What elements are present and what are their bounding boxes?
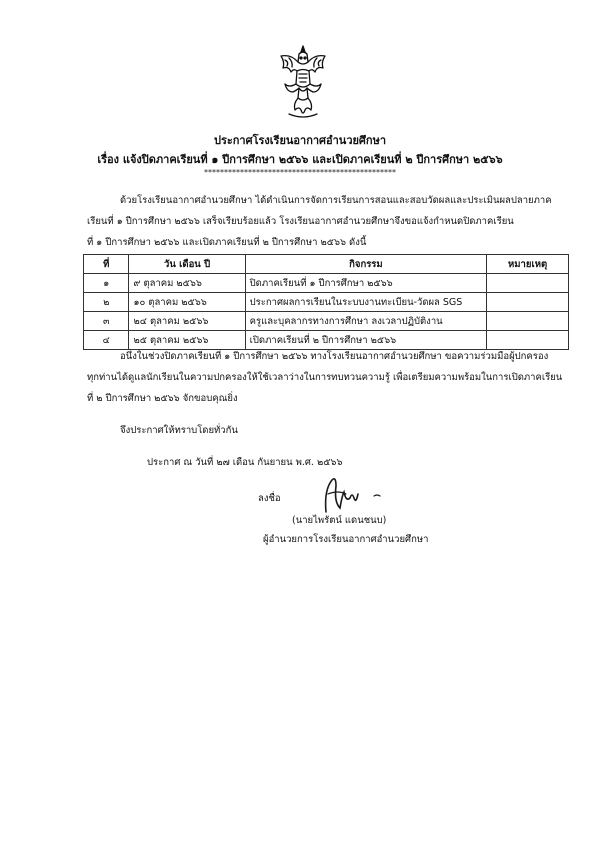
signer-name: (นายไพรัตน์ แดนชนบ) bbox=[292, 515, 387, 526]
table-row bbox=[84, 293, 569, 312]
garuda-emblem-icon bbox=[277, 44, 329, 122]
row-date: ๑๐ ตุลาคม ๒๕๖๖ bbox=[129, 293, 245, 312]
row-no: ๒ bbox=[84, 293, 129, 312]
body-line-1: อนึ่งในช่วงปิดภาคเรียนที่ ๑ ปีการศึกษา ๒๕๖๖ ทางโรงเรียนอากาศอำนวยศึกษา ขอความร่วมมือผู้ปกครอง bbox=[120, 351, 549, 362]
row-date: ๒๕ ตุลาคม ๒๕๖๖ bbox=[129, 331, 245, 350]
row-activity: ครูและบุคลากรทางการศึกษา ลงเวลาปฏิบัติงาน bbox=[245, 312, 486, 331]
schedule-table bbox=[83, 254, 569, 350]
intro-line-3: ที่ ๑ ปีการศึกษา ๒๕๖๖ และเปิดภาคเรียนที่ ๒ ปีการศึกษา ๒๕๖๖ ดังนี้ bbox=[87, 237, 367, 248]
signature-label: ลงชื่อ bbox=[258, 493, 281, 504]
table-row bbox=[84, 312, 569, 331]
closing-text: จึงประกาศให้ทราบโดยทั่วกัน bbox=[120, 425, 238, 436]
divider-line: ************************************************ bbox=[204, 168, 396, 177]
signer-position: ผู้อำนวยการโรงเรียนอากาศอำนวยศึกษา bbox=[263, 534, 429, 545]
header-activity: กิจกรรม bbox=[245, 255, 486, 274]
body-line-3: ที่ ๒ ปีการศึกษา ๒๕๖๖ จักขอบคุณยิ่ง bbox=[87, 393, 238, 404]
row-activity: เปิดภาคเรียนที่ ๒ ปีการศึกษา ๒๕๖๖ bbox=[245, 331, 486, 350]
row-date: ๒๔ ตุลาคม ๒๕๖๖ bbox=[129, 312, 245, 331]
header-remark: หมายเหตุ bbox=[487, 255, 569, 274]
body-line-2: ทุกท่านได้ดูแลนักเรียนในความปกครองให้ใช้เวลาว่างในการทบทวนความรู้ เพื่อเตรียมความพร้อมในการเปิดภาคเรียน bbox=[87, 372, 563, 383]
handwritten-signature bbox=[306, 472, 396, 516]
table-header-row bbox=[84, 255, 569, 274]
row-remark bbox=[487, 293, 569, 312]
row-remark bbox=[487, 274, 569, 293]
row-no: ๑ bbox=[84, 274, 129, 293]
announcement-title: ประกาศโรงเรียนอากาศอำนวยศึกษา bbox=[213, 134, 387, 147]
announcement-subject: เรื่อง แจ้งปิดภาคเรียนที่ ๑ ปีการศึกษา ๒๕๖๖ และเปิดภาคเรียนที่ ๒ ปีการศึกษา ๒๕๖๖ bbox=[97, 153, 503, 166]
header-no: ที่ bbox=[84, 255, 129, 274]
row-no: ๔ bbox=[84, 331, 129, 350]
table-row bbox=[84, 274, 569, 293]
row-no: ๓ bbox=[84, 312, 129, 331]
row-activity: ประกาศผลการเรียนในระบบงานทะเบียน-วัดผล SGS bbox=[245, 293, 486, 312]
row-remark bbox=[487, 312, 569, 331]
row-date: ๙ ตุลาคม ๒๕๖๖ bbox=[129, 274, 245, 293]
intro-line-2: เรียนที่ ๑ ปีการศึกษา ๒๕๖๖ เสร็จเรียบร้อยแล้ว โรงเรียนอากาศอำนวยศึกษาจึงขอแจ้งกำหนดปิดภาคเรียน bbox=[87, 216, 514, 227]
row-activity: ปิดภาคเรียนที่ ๑ ปีการศึกษา ๒๕๖๖ bbox=[245, 274, 486, 293]
header-date: วัน เดือน ปี bbox=[129, 255, 245, 274]
intro-line-1: ด้วยโรงเรียนอากาศอำนวยศึกษา ได้ดำเนินการจัดการเรียนการสอนและสอบวัดผลและประเมินผลปลายภาค bbox=[120, 195, 552, 206]
announcement-date: ประกาศ ณ วันที่ ๒๗ เดือน กันยายน พ.ศ. ๒๕๖๖ bbox=[147, 457, 343, 468]
